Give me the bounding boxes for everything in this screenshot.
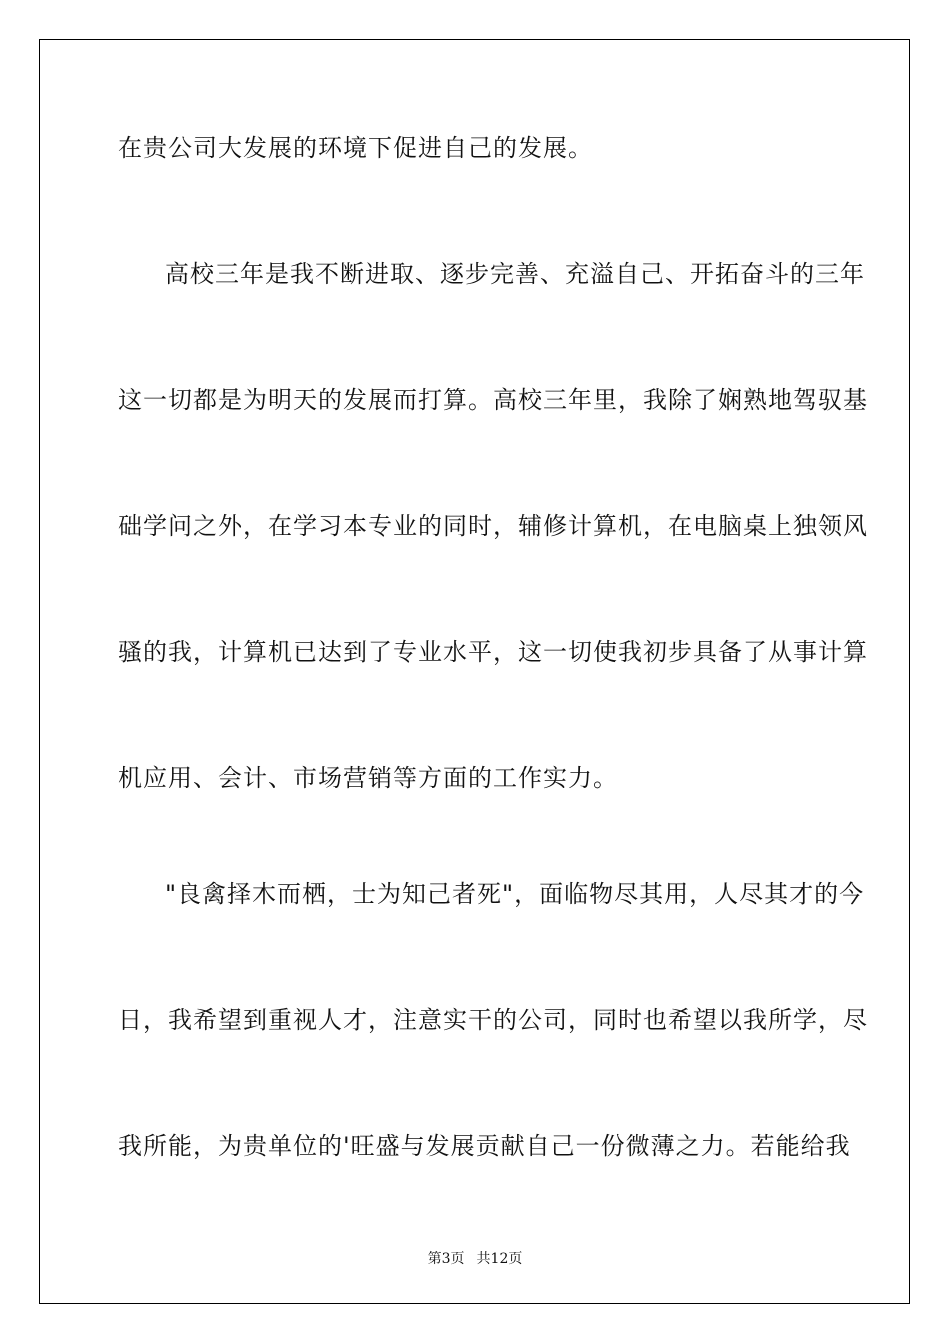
- text-line-8: 日，我希望到重视人才，注意实干的公司，同时也希望以我所学，尽: [118, 1006, 868, 1034]
- text-line-1: 在贵公司大发展的环境下促进自己的发展。: [118, 134, 593, 162]
- page-border: [39, 39, 910, 1304]
- text-line-5: 骚的我，计算机已达到了专业水平，这一切使我初步具备了从事计算: [118, 638, 868, 666]
- text-line-6: 机应用、会计、市场营销等方面的工作实力。: [118, 764, 618, 792]
- text-line-4: 础学问之外，在学习本专业的同时，辅修计算机，在电脑桌上独领风: [118, 512, 868, 540]
- text-line-2: 高校三年是我不断进取、逐步完善、充溢自己、开拓奋斗的三年: [165, 260, 865, 288]
- text-line-9: 我所能，为贵单位的'旺盛与发展贡献自己一份微薄之力。若能给我: [118, 1132, 851, 1160]
- page-number-current: 第3页: [427, 1251, 465, 1267]
- text-line-3: 这一切都是为明天的发展而打算。高校三年里，我除了娴熟地驾驭基: [118, 386, 868, 414]
- page-footer: [0, 1248, 950, 1268]
- text-line-7: "良禽择木而栖，士为知己者死"，面临物尽其用，人尽其才的今: [165, 880, 865, 908]
- page-number-total: 共12页: [476, 1251, 523, 1267]
